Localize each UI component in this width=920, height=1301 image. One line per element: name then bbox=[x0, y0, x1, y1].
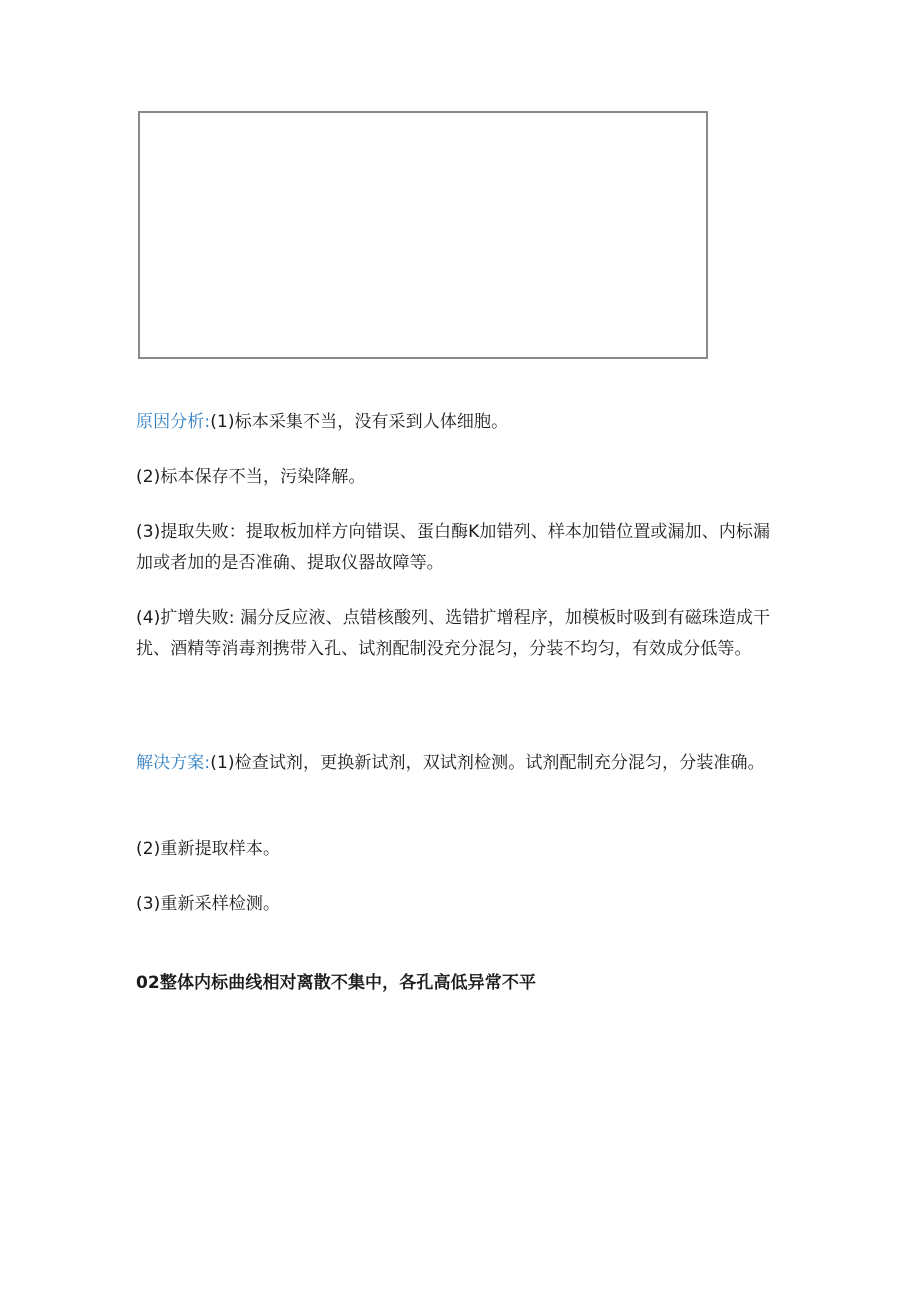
cause-item-1 bbox=[136, 407, 786, 438]
solution-item-2: (2)重新提取样本。 bbox=[136, 839, 281, 859]
section-heading bbox=[136, 968, 786, 999]
solution-label: 解决方案: bbox=[136, 753, 211, 773]
section-number: 02 bbox=[136, 973, 160, 993]
section-title: 整体内标曲线相对离散不集中，各孔高低异常不平 bbox=[159, 973, 537, 993]
cause-item-4: (4)扩增失败: 漏分反应液、点错核酸列、选错扩增程序，加模板时吸到有磁珠造成干扰、酒精等消毒剂携带入孔、试剂配制没充分混匀，分装不均匀，有效成分低等。 bbox=[136, 608, 771, 659]
cause-label: 原因分析: bbox=[136, 412, 211, 432]
figure-image-placeholder bbox=[138, 111, 708, 359]
solution-item-1-text: (1)检查试剂，更换新试剂，双试剂检测。试剂配制充分混匀，分装准确。 bbox=[210, 753, 765, 773]
cause-item-2: (2)标本保存不当，污染降解。 bbox=[136, 467, 366, 487]
cause-item-3: (3)提取失败：提取板加样方向错误、蛋白酶K加错列、样本加错位置或漏加、内标漏加或者加的是否准确、提取仪器故障等。 bbox=[136, 522, 771, 573]
solution-item-3: (3)重新采样检测。 bbox=[136, 894, 281, 914]
cause-item-1-text: (1)标本采集不当，没有采到人体细胞。 bbox=[210, 412, 509, 432]
solution-item-1 bbox=[136, 748, 786, 779]
